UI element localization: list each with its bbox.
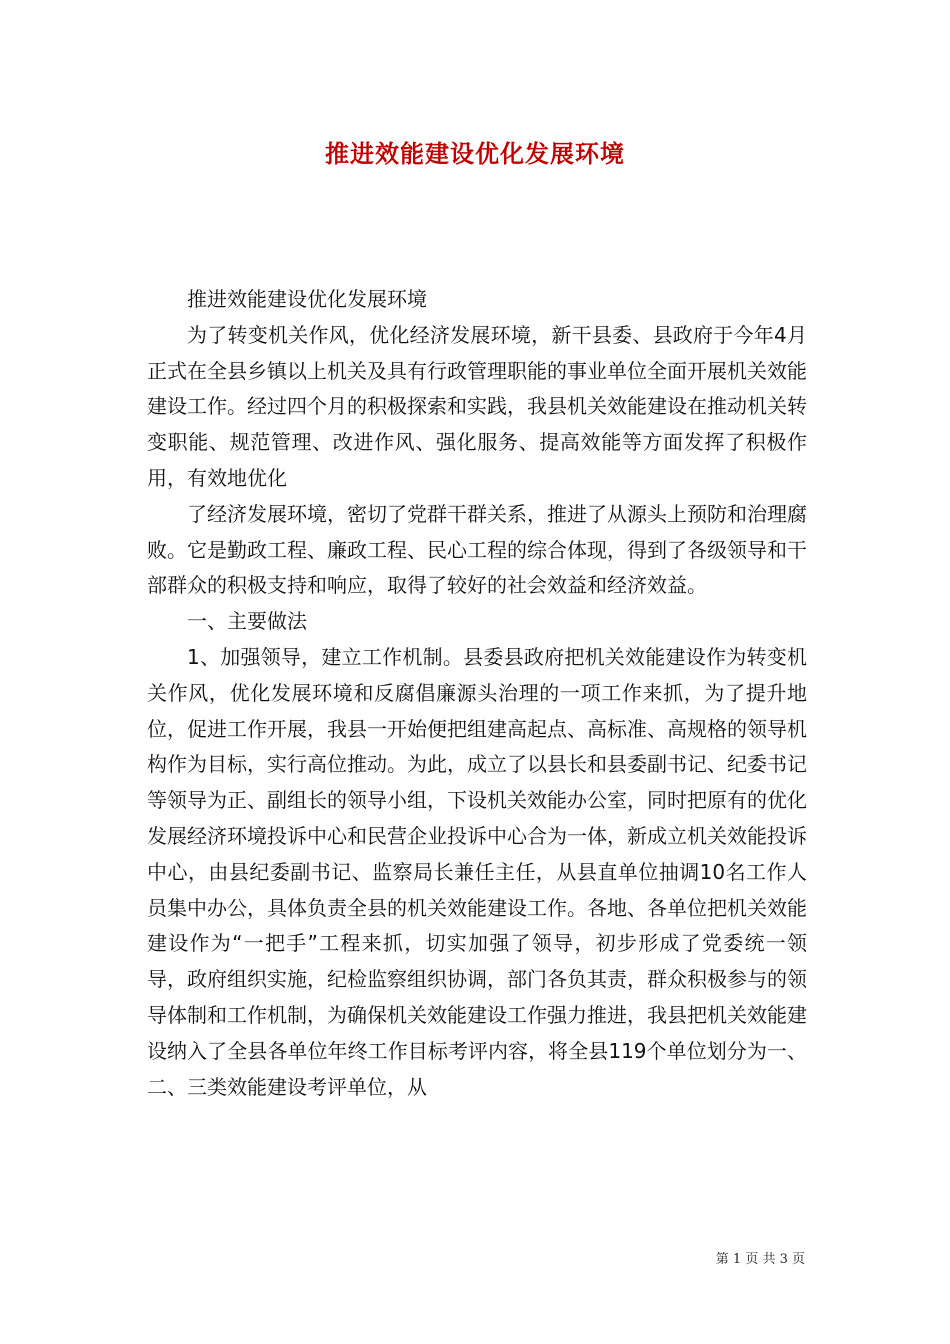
paragraph-method-1: 1、加强领导，建立工作机制。县委县政府把机关效能建设作为转变机关作风，优化发展环境和反腐倡廉源头治理的一项工作来抓，为了提升地位，促进工作开展，我县一开始便把组建高起点、高标准、高规格的领导机构作为目标，实行高位推动。为此，成立了以县长和县委副书记、纪委书记等领导为正、副组长的领导小组，下设机关效能办公室，同时把原有的优化发展经济环境投诉中心和民营企业投诉中心合为一体，新成立机关效能投诉中心，由县纪委副书记、监察局长兼任主任，从县直单位抽调10名工作人员集中办公，具体负责全县的机关效能建设工作。各地、各单位把机关效能建设作为“一把手”工程来抓，切实加强了领导，初步形成了党委统一领导，政府组织实施，纪检监察组织协调，部门各负其责，群众积极参与的领导体制和工作机制，为确保机关效能建设工作强力推进，我县把机关效能建设纳入了全县各单位年终工作目标考评内容，将全县119个单位划分为一、二、三类效能建设考评单位，从 [147,644,807,1099]
section-heading: 一、主要做法 [187,609,307,634]
page-number: 第 1 页 共 3 页 [715,1252,805,1267]
document-body [147,282,807,1105]
paragraph-subtitle: 推进效能建设优化发展环境 [187,287,427,311]
paragraph-intro: 为了转变机关作风，优化经济发展环境，新干县委、县政府于今年4月正式在全县乡镇以上机关及具有行政管理职能的事业单位全面开展机关效能建设工作。经过四个月的积极探索和实践，我县机关效能建设在推动机关转变职能、规范管理、改进作风、强化服务、提高效能等方面发挥了积极作用，有效地优化 [147,322,807,490]
document-title: 推进效能建设优化发展环境 [325,140,625,168]
paragraph-intro-continued: 了经济发展环境，密切了党群干群关系，推进了从源头上预防和治理腐败。它是勤政工程、廉政工程、民心工程的综合体现，得到了各级领导和干部群众的积极支持和响应，取得了较好的社会效益和经济效益。 [147,501,807,598]
